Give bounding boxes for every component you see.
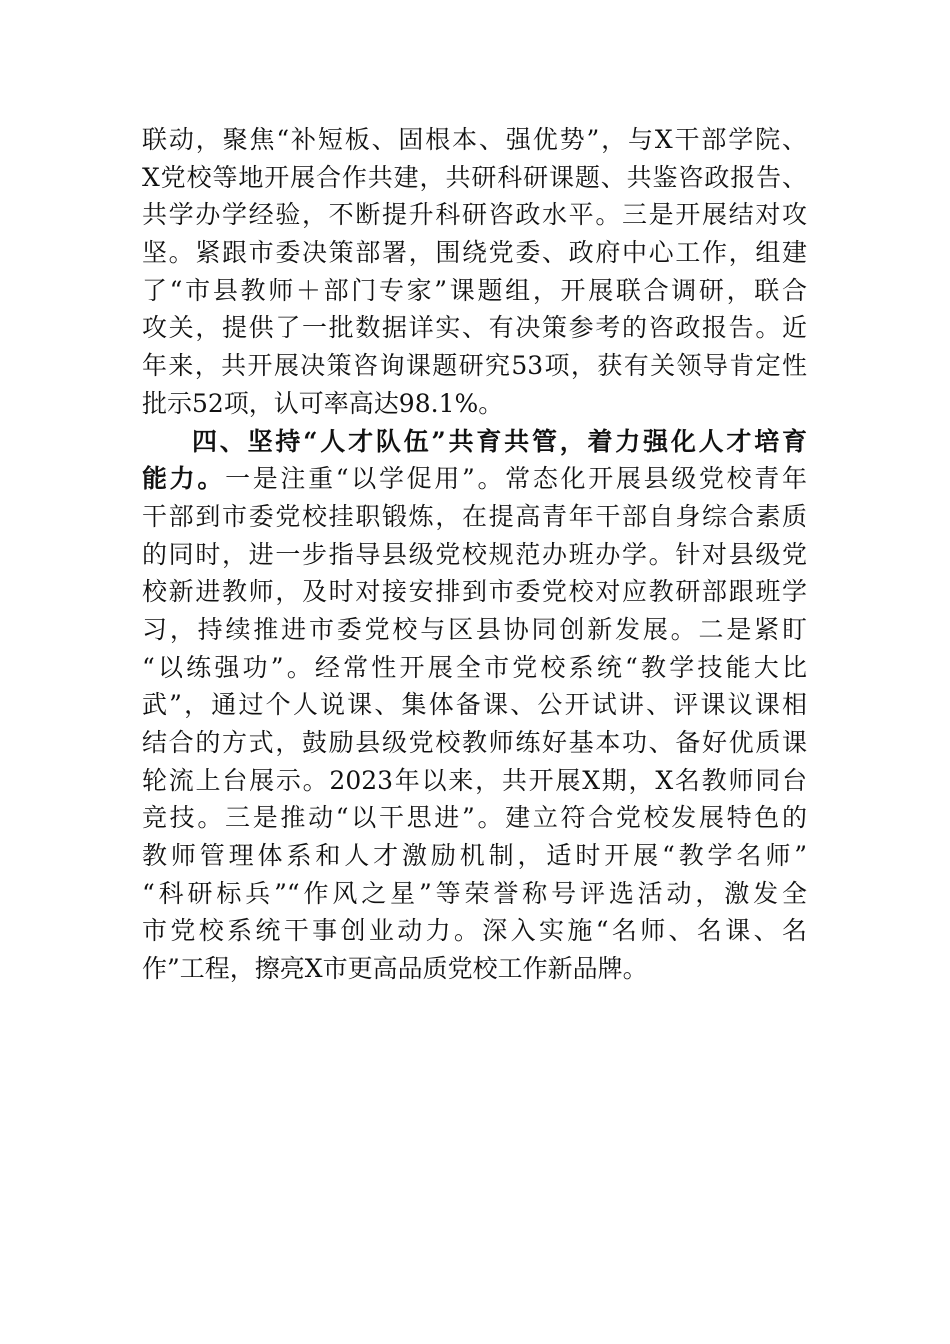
- text-line: 习，持续推进市委党校与区县协同创新发展。二是紧盯: [142, 614, 807, 644]
- text-line: [142, 460, 807, 498]
- section-heading: 四、坚持“人才队伍”共育共管，着力强化人才培育: [192, 426, 807, 456]
- text-line: 校新进教师，及时对接安排到市委党校对应教研部跟班学: [142, 577, 807, 607]
- text-line: 的同时，进一步指导县级党校规范办班办学。针对县级党: [142, 539, 807, 569]
- text-line: 教师管理体系和人才激励机制，适时开展“教学名师”: [142, 841, 807, 871]
- text-line: “科研标兵”“作风之星”等荣誉称号评选活动，激发全: [142, 878, 807, 908]
- paragraph-collaboration: [142, 121, 807, 423]
- paragraph-talent-team: [142, 423, 807, 988]
- text-line: 竞技。三是推动“以干思进”。建立符合党校发展特色的: [142, 803, 807, 833]
- text-line: 轮流上台展示。2023年以来，共开展X期，X名教师同台: [142, 765, 807, 795]
- text-line: X党校等地开展合作共建，共研科研课题、共鉴咨政报告、: [142, 162, 807, 192]
- text-line: 了“市县教师＋部门专家”课题组，开展联合调研，联合: [142, 275, 807, 305]
- section-heading-end: 能力。: [142, 464, 226, 494]
- document-body: [142, 121, 807, 988]
- text-line: 作”工程，擦亮X市更高品质党校工作新品牌。: [142, 954, 648, 984]
- text-segment: 一是注重“以学促用”。常态化开展县级党校青年: [225, 464, 807, 494]
- text-line: 共学办学经验，不断提升科研咨政水平。三是开展结对攻: [142, 200, 807, 230]
- text-line: “以练强功”。经常性开展全市党校系统“教学技能大比: [142, 652, 807, 682]
- text-line: 坚。紧跟市委决策部署，围绕党委、政府中心工作，组建: [142, 238, 807, 268]
- text-line: 年来，共开展决策咨询课题研究53项，获有关领导肯定性: [142, 351, 807, 381]
- text-line: 批示52项，认可率高达98.1%。: [142, 388, 504, 418]
- text-line: 联动，聚焦“补短板、固根本、强优势”，与X干部学院、: [142, 125, 807, 154]
- text-line: 市党校系统干事创业动力。深入实施“名师、名课、名: [142, 916, 807, 946]
- text-line: 干部到市委党校挂职锻炼，在提高青年干部自身综合素质: [142, 501, 807, 531]
- text-line: 武”，通过个人说课、集体备课、公开试讲、评课议课相: [142, 690, 807, 720]
- text-line: 结合的方式，鼓励县级党校教师练好基本功、备好优质课: [142, 728, 807, 757]
- text-line: 攻关，提供了一批数据详实、有决策参考的咨政报告。近: [142, 313, 807, 343]
